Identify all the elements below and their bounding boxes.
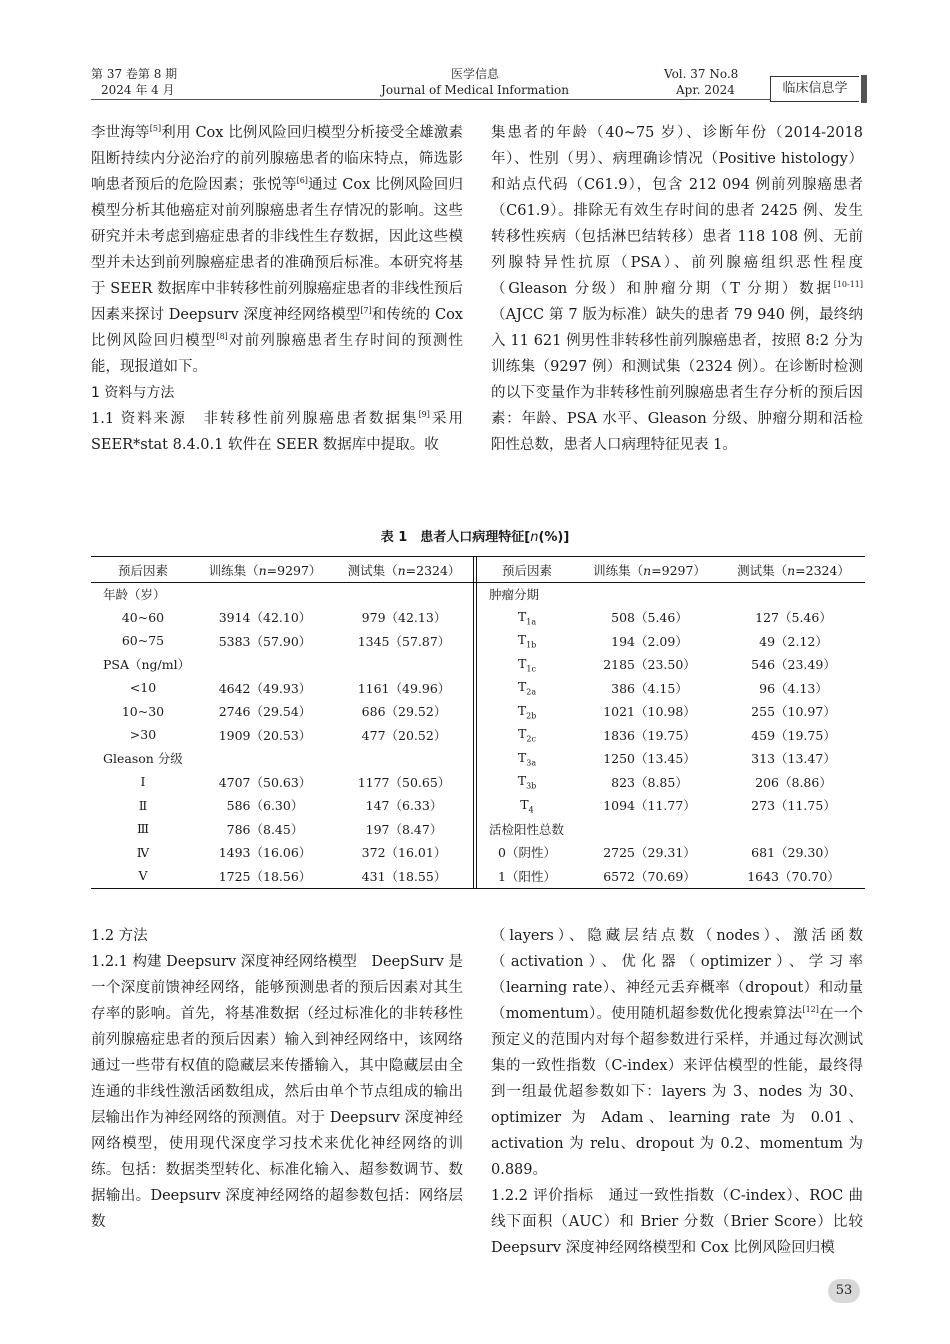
train-value [195,747,335,771]
row-label: $T_{2b}$ [517,702,537,720]
col-header-test: 测试集（n=2324） [347,562,461,578]
train-value: 1094（11.77） [603,798,696,814]
column-bottom-right [491,923,863,1261]
table-row [91,817,473,841]
row-label: Ⅲ [136,821,150,837]
train-value: 586（6.30） [226,798,304,814]
test-value: 197（8.47） [365,821,443,837]
header-rule [91,99,771,100]
journal-name-en: Journal of Medical Information [381,83,569,97]
subsection-heading: 1.2 方法 [91,928,148,944]
row-label: Ⅰ [140,774,146,790]
table-row [91,582,473,606]
table-row [91,653,473,677]
train-value: 2725（29.31） [603,845,696,861]
test-value: 372（16.01） [361,845,447,861]
table-row [477,629,865,653]
train-value: 386（4.15） [611,680,688,696]
table-row [91,770,473,794]
train-value: 4707（50.63） [218,774,312,790]
test-value: 96（4.13） [759,680,828,696]
row-label: 40~60 [121,609,165,625]
test-value: 1177（50.65） [357,774,451,790]
test-value: 979（42.13） [361,610,447,626]
table-row [91,747,473,771]
train-value: 1021（10.98） [603,704,696,720]
table-row [91,794,473,818]
train-value: 1250（13.45） [603,751,696,767]
test-value: 49（2.12） [759,633,828,649]
section-heading: 1 资料与方法 [91,385,175,401]
test-value [335,747,473,771]
table-header-row [91,557,473,582]
test-value [335,582,473,606]
deepsurv-paragraph: 1.2.1 构建 Deepsurv 深度神经网络模型 DeepSurv 是一个深度前馈神经网络，能够预测患者的预后因素对其生存率的影响。首先，将基准数据（经过标准化的非转移性前列腺癌症患者的预后因素）输入到神经网络中，该网络通过一些带有权值的隐藏层来传播输入，其中隐藏层由全连通的非线性激活函数组成，然后由单个节点组成的输出层输出作为神经网络的预测值。对于 Deepsurv 深度神经网络模型，使用现代深度学习技术来优化神经网络的训练。包括：数据类型转化、标准化输入、超参数调节、数据输出。Deepsurv 深度神经网络的超参数包括：网络层数 [91,954,463,1230]
row-label: <10 [129,680,157,696]
train-value: 6572（70.69） [603,868,696,884]
row-label: $T_{1b}$ [517,632,537,650]
test-value: 1345（57.87） [357,633,451,649]
table-title: 表 1 患者人口病理特征[n(%)] [380,530,570,545]
col-header-factor: 预后因素 [117,562,168,578]
train-value: 2746（29.54） [218,704,312,720]
citation-ref[interactable]: [6] [296,176,308,186]
citation-ref[interactable]: [12] [802,1005,819,1015]
test-value: 686（29.52） [361,704,447,720]
table-row [477,606,865,630]
train-value [195,653,335,677]
citation-ref[interactable]: [8] [216,332,228,342]
data-source-paragraph: 1.1 资料来源 非转移性前列腺癌患者数据集[9]采用 SEER*stat 8.4.0.1 软件在 SEER 数据库中提取。收 [91,410,463,453]
row-group-label: 肿瘤分期 [489,586,540,602]
train-value: 3914（42.10） [218,610,312,626]
col-header-train: 训练集（n=9297） [208,562,322,578]
row-label: Ⅴ [138,868,148,884]
test-value: 147（6.33） [365,798,443,814]
table-right-half [477,557,865,888]
table-left-half [91,557,473,888]
volume-issue-en: Vol. 37 No.8 [664,67,739,81]
citation-ref[interactable]: [5] [149,124,162,134]
column-bottom-left [91,923,463,1235]
row-label: 10~30 [121,703,165,719]
table-1 [91,556,865,889]
test-value: 273（11.75） [751,798,836,814]
row-label: $T_{1c}$ [518,655,536,673]
row-label: $T_{1a}$ [517,608,537,626]
test-value: 255（10.97） [751,704,836,720]
train-value: 508（5.46） [611,610,688,626]
row-label: $T_{3a}$ [517,749,537,767]
citation-ref[interactable]: [9] [418,410,430,420]
test-value [335,653,473,677]
table-row [477,747,865,771]
train-value: 4642（49.93） [218,680,312,696]
row-label: 1（阳性） [498,868,556,884]
test-value: 1161（49.96） [357,680,451,696]
test-value: 431（18.55） [361,868,447,884]
table-row [477,841,865,865]
row-label: 60~75 [121,633,165,649]
col-header-factor: 预后因素 [501,562,552,578]
train-value: 2185（23.50） [603,657,696,673]
volume-issue: 第 37 卷第 8 期 [91,67,178,81]
test-value: 459（19.75） [751,727,836,743]
table-row [477,817,865,841]
test-value [722,817,865,841]
train-value: 1836（19.75） [603,727,696,743]
table-row [91,606,473,630]
column-top-right [491,120,863,458]
row-label: $T_4$ [520,796,534,814]
intro-paragraph: 李世海等[5]利用 Cox 比例风险回归模型分析接受全雄激素阻断持续内分泌治疗的前列腺癌患者的临床特点，筛选影响患者预后的危险因素；张悦等[6]通过 Cox 比例风险回归模型分析其他癌症对前列腺癌患者生存情况的影响。这些研究并未考虑到癌症患者的非线性生存数据，因此这些模型并未达到前列腺癌症患者的准确预后标准。本研究将基于 SEER 数据库中非转移性前列腺癌症患者的非线性预后因素来探讨 Deepsurv 深度神经网络模型[7]和传统的 Cox 比例风险回归模型[8]对前列腺癌患者生存时间的预测性能，现报道如下。 [91,124,464,375]
hyperparameter-paragraph: （layers）、隐藏层结点数（nodes）、激活函数（activation）、优化器（optimizer）、学习率（learning rate）、神经元丢弃概率（dropout）和动量（momentum）。使用随机超参数优化搜索算法[12]在一个预定义的范围内对每个超参数进行采样，并通过每次测试集的一致性指数（C-index）来评估模型的性能，最终得到一组最优超参数如下：layers 为 3、nodes 为 30、optimizer 为 Adam、learning rate 为 0.01、activation 为 relu、dropout 为 0.2、momentum 为 0.889。 [491,928,864,1178]
train-value: 1725（18.56） [218,868,312,884]
table-header-row [477,557,865,582]
table-row [477,723,865,747]
table-row [477,864,865,888]
train-value: 823（8.85） [611,774,688,790]
row-label: $T_{2c}$ [518,726,536,744]
running-header-right [664,66,738,98]
inclusion-paragraph: 集患者的年龄（40~75 岁）、诊断年份（2014-2018年）、性别（男）、病理确诊情况（Positive histology）和站点代码（C61.9），包含 212 094 例前列腺癌患者（C61.9）。排除无有效生存时间的患者 2425 例、发生转移性疾病（包括淋巴结转移）患者 118 108 例、无前列腺特异性抗原（PSA）、前列腺癌组织恶性程度（Gleason 分级）和肿瘤分期（T 分期）数据[10-11]（AJCC 第 7 版为标准）缺失的患者 79 940 例，最终纳入 11 621 例男性非转移性前列腺癌患者，按照 8:2 分为训练集（9297 例）和测试集（2324 例）。在诊断时检测的以下变量作为非转移性前列腺癌患者生存分析的预后因素：年龄、PSA 水平、Gleason 分级、肿瘤分期和活检阳性总数，患者人口病理特征见表 1。 [491,125,863,453]
row-label: $T_{2a}$ [517,679,537,697]
table-row [91,629,473,653]
train-value: 5383（57.90） [218,633,312,649]
test-value: 127（5.46） [755,610,832,626]
test-value: 313（13.47） [751,751,836,767]
row-group-label: Gleason 分级 [103,751,183,767]
table-row [477,700,865,724]
table-row [91,841,473,865]
citation-ref[interactable]: [7] [360,306,372,316]
table-row [91,723,473,747]
row-label: Ⅱ [138,797,148,813]
issue-date-en: Apr. 2024 [676,83,735,97]
test-value: 206（8.86） [755,774,832,790]
table-row [477,794,865,818]
table-row [477,676,865,700]
row-label: Ⅳ [136,844,150,860]
table-row [477,582,865,606]
test-value: 546（23.49） [751,657,836,673]
test-value: 477（20.52） [361,727,447,743]
train-value: 786（8.45） [226,821,304,837]
test-value: 1643（70.70） [747,868,840,884]
row-label: >30 [129,727,157,743]
table-row [477,653,865,677]
table-row [91,676,473,700]
table-row [91,864,473,888]
test-value [722,582,865,606]
train-value [195,582,335,606]
issue-date: 2024 年 4 月 [101,83,175,97]
section-tag: 临床信息学 [770,76,859,102]
row-label: $T_{3b}$ [517,773,537,791]
train-value: 1909（20.53） [218,727,312,743]
train-value [577,582,722,606]
metrics-paragraph: 1.2.2 评价指标 通过一致性指数（C-index）、ROC 曲线下面积（AUC）和 Brier 分数（Brier Score）比较 Deepsurv 深度神经网络模型和 Cox 比例风险回归模 [491,1188,863,1256]
col-header-train: 训练集（n=9297） [593,562,706,578]
row-label: 0（阴性） [498,845,556,861]
row-group-label: PSA（ng/ml） [103,657,191,673]
page-number: 53 [828,1279,860,1303]
row-group-label: 活检阳性总数 [489,821,565,837]
column-top-left [91,120,463,458]
citation-ref[interactable]: [10-11] [833,280,863,290]
test-value: 681（29.30） [751,845,836,861]
table-row [91,700,473,724]
col-header-test: 测试集（n=2324） [737,562,850,578]
row-group-label: 年龄（岁） [103,586,166,602]
table-row [477,770,865,794]
journal-name-cn: 医学信息 [450,67,499,81]
train-value: 1493（16.06） [218,845,312,861]
train-value [577,817,722,841]
train-value: 194（2.09） [611,633,688,649]
